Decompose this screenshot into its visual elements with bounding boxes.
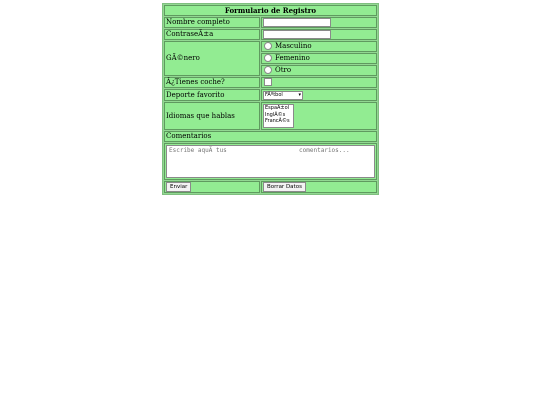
language-option[interactable]: FrancÃ©s [265, 118, 290, 124]
language-option[interactable]: EspaÃ±ol [265, 105, 290, 111]
name-input[interactable] [263, 18, 331, 27]
languages-listbox[interactable] [263, 104, 294, 128]
form-title: Formulario de Registro [164, 5, 377, 16]
comments-textarea[interactable] [166, 145, 375, 178]
reset-button[interactable]: Borrar Datos [263, 182, 306, 192]
gender-option-label: Femenino [275, 54, 310, 62]
chevron-down-icon: ▾ [298, 92, 301, 98]
comments-label: Comentarios [164, 131, 377, 142]
submit-button[interactable]: Enviar [166, 182, 191, 192]
sport-label: Deporte favorito [164, 89, 260, 101]
gender-label: GÃ©nero [164, 41, 260, 76]
registration-form [162, 3, 379, 195]
gender-option-label: Masculino [275, 42, 312, 50]
radio-other[interactable] [264, 66, 272, 74]
name-label: Nombre completo [164, 17, 260, 28]
gender-option-other[interactable] [261, 65, 377, 76]
radio-male[interactable] [264, 42, 272, 50]
language-option[interactable]: InglÃ©s [265, 111, 286, 118]
sport-select-value: FÃºtbol [265, 92, 283, 98]
gender-option-male[interactable] [261, 41, 377, 52]
car-checkbox[interactable] [264, 78, 272, 86]
password-label: ContraseÃ±a [164, 29, 260, 40]
sport-select[interactable] [263, 91, 303, 100]
gender-option-female[interactable] [261, 53, 377, 64]
languages-label: Idiomas que hablas [164, 102, 260, 130]
car-label: Â¿Tienes coche? [164, 77, 260, 88]
gender-option-label: Otro [275, 66, 292, 74]
password-input[interactable] [263, 30, 331, 39]
radio-female[interactable] [264, 54, 272, 62]
